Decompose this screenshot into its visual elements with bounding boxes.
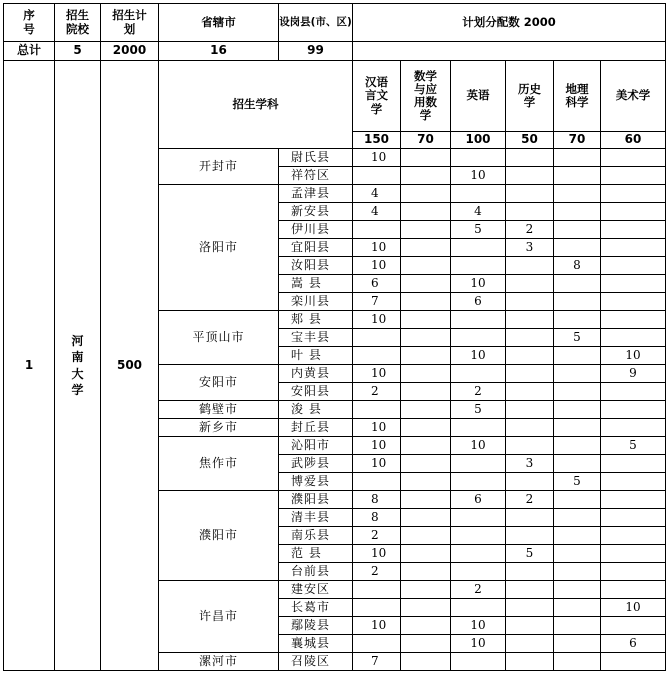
value-cell (506, 599, 554, 617)
value-cell (601, 617, 666, 635)
value-cell (506, 473, 554, 491)
county-cell: 建安区 (279, 581, 353, 599)
county-cell: 清丰县 (279, 509, 353, 527)
subject-name-row (4, 61, 666, 132)
value-cell (506, 275, 554, 293)
city-cell: 许昌市 (159, 581, 279, 653)
value-cell (353, 401, 401, 419)
value-cell (554, 455, 601, 473)
city-cell: 平顶山市 (159, 311, 279, 365)
value-cell (506, 401, 554, 419)
value-cell (554, 617, 601, 635)
subject-count-3: 50 (506, 132, 554, 149)
value-cell: 10 (451, 275, 506, 293)
value-cell (451, 257, 506, 275)
value-cell: 6 (451, 293, 506, 311)
city-cell: 焦作市 (159, 437, 279, 491)
value-cell (506, 293, 554, 311)
value-cell: 2 (506, 491, 554, 509)
value-cell (554, 599, 601, 617)
value-cell (601, 293, 666, 311)
city-cell: 开封市 (159, 149, 279, 185)
value-cell (401, 203, 451, 221)
totals-schools: 5 (55, 42, 101, 61)
value-cell (401, 527, 451, 545)
header-county: 设岗县(市、区) (279, 4, 353, 42)
value-cell: 6 (601, 635, 666, 653)
header-province-city: 省辖市 (159, 4, 279, 42)
value-cell (451, 185, 506, 203)
county-cell: 伊川县 (279, 221, 353, 239)
value-cell (401, 311, 451, 329)
value-cell (353, 581, 401, 599)
value-cell (554, 635, 601, 653)
city-cell: 安阳市 (159, 365, 279, 401)
subject-name-5: 美术学 (601, 61, 666, 132)
value-cell (401, 293, 451, 311)
county-cell: 沁阳市 (279, 437, 353, 455)
subject-count-2: 100 (451, 132, 506, 149)
value-cell (506, 329, 554, 347)
city-cell: 鹤壁市 (159, 401, 279, 419)
value-cell: 2 (451, 383, 506, 401)
value-cell (601, 401, 666, 419)
value-cell (554, 509, 601, 527)
value-cell (451, 653, 506, 671)
value-cell (554, 185, 601, 203)
value-cell: 10 (451, 347, 506, 365)
value-cell: 10 (353, 365, 401, 383)
county-cell: 宜阳县 (279, 239, 353, 257)
value-cell: 7 (353, 653, 401, 671)
value-cell (506, 257, 554, 275)
value-cell (601, 149, 666, 167)
value-cell (506, 653, 554, 671)
value-cell (601, 545, 666, 563)
totals-row (4, 42, 666, 61)
value-cell (401, 581, 451, 599)
value-cell: 8 (353, 491, 401, 509)
value-cell (506, 419, 554, 437)
value-cell (401, 221, 451, 239)
value-cell (506, 581, 554, 599)
value-cell (353, 221, 401, 239)
value-cell (601, 257, 666, 275)
value-cell: 10 (353, 419, 401, 437)
value-cell (451, 545, 506, 563)
value-cell (451, 149, 506, 167)
value-cell (601, 419, 666, 437)
value-cell: 5 (451, 221, 506, 239)
value-cell (401, 599, 451, 617)
county-cell: 浚 县 (279, 401, 353, 419)
value-cell: 10 (353, 437, 401, 455)
header-plan: 招生计 划 (101, 4, 159, 42)
value-cell: 10 (451, 617, 506, 635)
value-cell (401, 149, 451, 167)
county-cell: 祥符区 (279, 167, 353, 185)
value-cell (601, 383, 666, 401)
totals-cities: 16 (159, 42, 279, 61)
value-cell (401, 437, 451, 455)
header-distribution: 计划分配数 2000 (353, 4, 666, 42)
value-cell: 7 (353, 293, 401, 311)
value-cell (353, 473, 401, 491)
value-cell (506, 347, 554, 365)
value-cell (401, 455, 451, 473)
value-cell (451, 509, 506, 527)
value-cell (506, 149, 554, 167)
value-cell: 3 (506, 239, 554, 257)
value-cell (554, 383, 601, 401)
value-cell (451, 455, 506, 473)
value-cell (601, 491, 666, 509)
value-cell (601, 311, 666, 329)
county-cell: 孟津县 (279, 185, 353, 203)
value-cell (353, 635, 401, 653)
value-cell (601, 203, 666, 221)
value-cell (554, 293, 601, 311)
county-cell: 嵩 县 (279, 275, 353, 293)
value-cell: 10 (353, 455, 401, 473)
value-cell: 10 (353, 257, 401, 275)
value-cell (401, 617, 451, 635)
county-cell: 郏 县 (279, 311, 353, 329)
value-cell (554, 167, 601, 185)
value-cell (601, 473, 666, 491)
value-cell (451, 599, 506, 617)
subject-count-1: 70 (401, 132, 451, 149)
value-cell: 10 (451, 635, 506, 653)
totals-counties: 99 (279, 42, 353, 61)
value-cell (601, 581, 666, 599)
city-cell: 濮阳市 (159, 491, 279, 581)
value-cell: 10 (451, 167, 506, 185)
value-cell (601, 221, 666, 239)
value-cell: 10 (601, 347, 666, 365)
value-cell: 3 (506, 455, 554, 473)
value-cell: 2 (353, 527, 401, 545)
value-cell (554, 275, 601, 293)
value-cell (554, 365, 601, 383)
value-cell (506, 365, 554, 383)
value-cell: 10 (353, 239, 401, 257)
value-cell (401, 185, 451, 203)
county-cell: 封丘县 (279, 419, 353, 437)
university-plan: 500 (101, 61, 159, 671)
value-cell (601, 275, 666, 293)
value-cell: 2 (506, 221, 554, 239)
city-cell: 洛阳市 (159, 185, 279, 311)
county-cell: 鄢陵县 (279, 617, 353, 635)
county-cell: 新安县 (279, 203, 353, 221)
county-cell: 长葛市 (279, 599, 353, 617)
header-row (4, 4, 666, 42)
county-cell: 安阳县 (279, 383, 353, 401)
county-cell: 濮阳县 (279, 491, 353, 509)
value-cell (601, 167, 666, 185)
value-cell (401, 167, 451, 185)
value-cell: 4 (353, 203, 401, 221)
value-cell (353, 347, 401, 365)
value-cell: 10 (601, 599, 666, 617)
value-cell (554, 401, 601, 419)
subject-count-0: 150 (353, 132, 401, 149)
value-cell: 10 (353, 311, 401, 329)
value-cell (401, 419, 451, 437)
value-cell (401, 239, 451, 257)
value-cell (451, 365, 506, 383)
value-cell (401, 401, 451, 419)
value-cell (401, 545, 451, 563)
allocation-table (3, 3, 666, 671)
value-cell (554, 203, 601, 221)
value-cell (506, 437, 554, 455)
value-cell: 10 (353, 149, 401, 167)
value-cell (554, 491, 601, 509)
value-cell (401, 365, 451, 383)
county-cell: 武陟县 (279, 455, 353, 473)
subject-name-0: 汉语 言文 学 (353, 61, 401, 132)
value-cell (401, 473, 451, 491)
value-cell (554, 419, 601, 437)
value-cell: 2 (353, 383, 401, 401)
value-cell (506, 203, 554, 221)
value-cell (451, 311, 506, 329)
value-cell (601, 509, 666, 527)
value-cell (554, 653, 601, 671)
header-school: 招生 院校 (55, 4, 101, 42)
value-cell (506, 527, 554, 545)
value-cell (401, 491, 451, 509)
value-cell: 2 (353, 563, 401, 581)
value-cell (601, 563, 666, 581)
value-cell (451, 563, 506, 581)
value-cell (506, 563, 554, 581)
value-cell (401, 509, 451, 527)
value-cell (506, 185, 554, 203)
value-cell (601, 653, 666, 671)
county-cell: 台前县 (279, 563, 353, 581)
value-cell (554, 311, 601, 329)
county-cell: 博爱县 (279, 473, 353, 491)
subject-header: 招生学科 (159, 61, 353, 149)
value-cell: 5 (506, 545, 554, 563)
value-cell: 10 (353, 617, 401, 635)
value-cell (401, 347, 451, 365)
value-cell (353, 329, 401, 347)
value-cell (506, 167, 554, 185)
university-seq: 1 (4, 61, 55, 671)
value-cell (353, 599, 401, 617)
county-cell: 栾川县 (279, 293, 353, 311)
county-cell: 叶 县 (279, 347, 353, 365)
totals-label: 总计 (4, 42, 55, 61)
county-cell: 宝丰县 (279, 329, 353, 347)
totals-plan: 2000 (101, 42, 159, 61)
value-cell: 10 (353, 545, 401, 563)
value-cell (554, 581, 601, 599)
value-cell (401, 257, 451, 275)
value-cell (506, 311, 554, 329)
value-cell: 5 (451, 401, 506, 419)
university-name: 河 南 大 学 (55, 61, 101, 671)
county-cell: 内黄县 (279, 365, 353, 383)
county-cell: 南乐县 (279, 527, 353, 545)
totals-empty (353, 42, 666, 61)
county-cell: 召陵区 (279, 653, 353, 671)
value-cell (451, 239, 506, 257)
value-cell: 4 (353, 185, 401, 203)
value-cell (554, 527, 601, 545)
value-cell (506, 509, 554, 527)
value-cell: 9 (601, 365, 666, 383)
value-cell (506, 635, 554, 653)
value-cell: 8 (353, 509, 401, 527)
value-cell (554, 221, 601, 239)
value-cell (401, 383, 451, 401)
value-cell (601, 455, 666, 473)
allocation-table-wrapper (3, 3, 666, 671)
value-cell (554, 347, 601, 365)
value-cell (401, 653, 451, 671)
value-cell (554, 563, 601, 581)
county-cell: 襄城县 (279, 635, 353, 653)
city-cell: 漯河市 (159, 653, 279, 671)
subject-count-5: 60 (601, 132, 666, 149)
value-cell (506, 383, 554, 401)
value-cell (401, 329, 451, 347)
value-cell (401, 275, 451, 293)
value-cell (506, 617, 554, 635)
county-cell: 范 县 (279, 545, 353, 563)
value-cell (601, 185, 666, 203)
value-cell (554, 239, 601, 257)
subject-name-2: 英语 (451, 61, 506, 132)
county-cell: 汝阳县 (279, 257, 353, 275)
value-cell: 6 (451, 491, 506, 509)
subject-name-1: 数学 与应 用数 学 (401, 61, 451, 132)
value-cell (601, 239, 666, 257)
value-cell: 5 (601, 437, 666, 455)
value-cell (554, 545, 601, 563)
value-cell (353, 167, 401, 185)
value-cell (401, 635, 451, 653)
header-seq: 序 号 (4, 4, 55, 42)
value-cell (554, 437, 601, 455)
value-cell: 2 (451, 581, 506, 599)
value-cell (451, 527, 506, 545)
value-cell (601, 329, 666, 347)
subject-name-3: 历史 学 (506, 61, 554, 132)
city-cell: 新乡市 (159, 419, 279, 437)
value-cell (451, 473, 506, 491)
value-cell (451, 419, 506, 437)
value-cell (601, 527, 666, 545)
value-cell (451, 329, 506, 347)
subject-name-4: 地理 科学 (554, 61, 601, 132)
value-cell: 5 (554, 473, 601, 491)
value-cell: 4 (451, 203, 506, 221)
value-cell: 6 (353, 275, 401, 293)
value-cell: 5 (554, 329, 601, 347)
value-cell: 8 (554, 257, 601, 275)
value-cell: 10 (451, 437, 506, 455)
value-cell (554, 149, 601, 167)
value-cell (401, 563, 451, 581)
subject-count-4: 70 (554, 132, 601, 149)
county-cell: 尉氏县 (279, 149, 353, 167)
